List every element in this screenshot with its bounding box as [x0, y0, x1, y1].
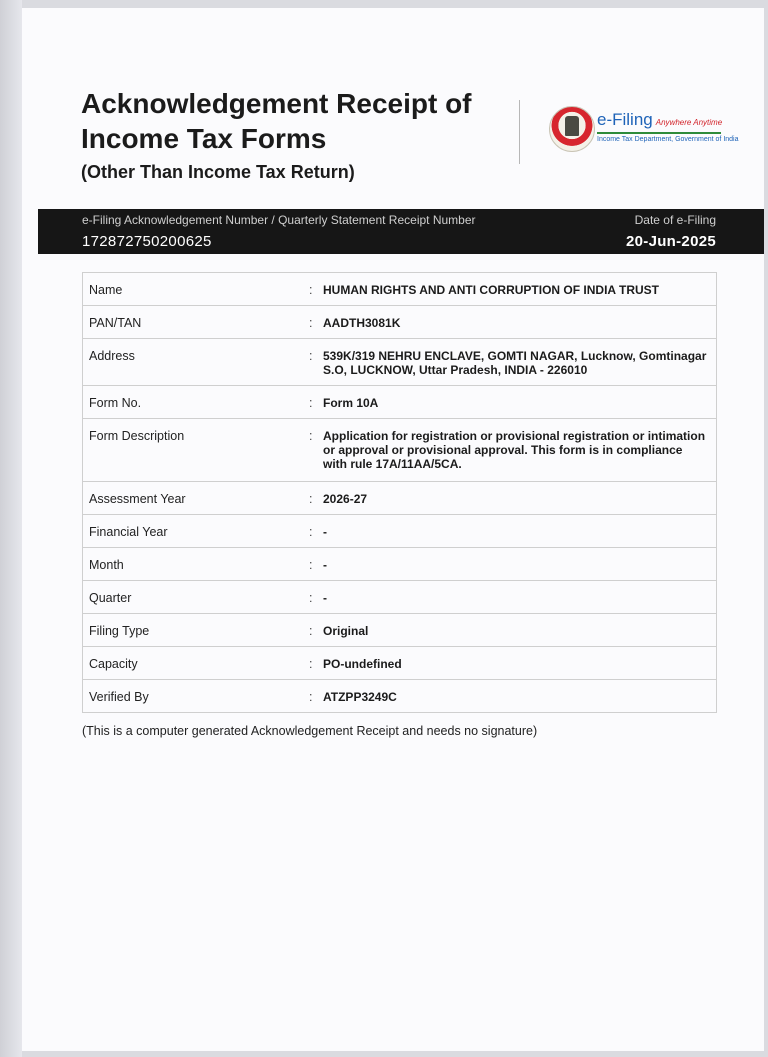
ack-number-value: 172872750200625 [82, 233, 212, 250]
logo-subtext: Income Tax Department, Government of India [597, 136, 739, 143]
detail-label: Capacity [89, 657, 138, 671]
detail-label: Form Description [89, 429, 185, 443]
detail-row-name [83, 273, 716, 306]
detail-row-capacity [83, 647, 716, 680]
detail-value: - [323, 591, 327, 605]
efiling-logo [549, 106, 739, 158]
detail-separator: : [309, 690, 313, 704]
detail-separator: : [309, 657, 313, 671]
detail-row-financial-year [83, 515, 716, 548]
logo-brand [597, 110, 722, 130]
footer-note: (This is a computer generated Acknowledgement Receipt and needs no signature) [82, 724, 538, 738]
income-tax-department-emblem-icon [549, 106, 595, 152]
detail-separator: : [309, 624, 313, 638]
detail-separator: : [309, 396, 313, 410]
detail-separator: : [309, 525, 313, 539]
detail-value: - [323, 525, 327, 539]
acknowledgement-band [38, 209, 764, 254]
detail-row-form-description [83, 419, 716, 482]
logo-rule [597, 132, 721, 134]
detail-separator: : [309, 349, 313, 363]
detail-row-assessment-year [83, 482, 716, 515]
scan-edge [0, 0, 22, 1057]
detail-label: Form No. [89, 396, 142, 410]
detail-row-form-no [83, 386, 716, 419]
detail-value: PO-undefined [323, 657, 402, 671]
emblem-center [565, 116, 579, 136]
detail-label: Verified By [89, 690, 149, 704]
detail-value: ATZPP3249C [323, 690, 397, 704]
filing-date-value: 20-Jun-2025 [625, 233, 716, 250]
detail-separator: : [309, 429, 313, 443]
detail-value: Form 10A [323, 396, 379, 410]
logo-tagline: Anywhere Anytime [655, 118, 723, 127]
detail-row-filing-type [83, 614, 716, 647]
detail-separator: : [309, 591, 313, 605]
detail-value: Original [323, 624, 369, 638]
detail-row-quarter [83, 581, 716, 614]
detail-label: Filing Type [89, 624, 150, 638]
detail-label: Month [89, 558, 124, 572]
detail-label: Quarter [89, 591, 132, 605]
detail-label: Assessment Year [89, 492, 186, 506]
logo-brand-name: e-Filing [597, 110, 653, 129]
detail-separator: : [309, 316, 313, 330]
header-divider [519, 100, 520, 164]
detail-row-verified-by [83, 680, 716, 713]
details-table [82, 272, 717, 713]
detail-separator: : [309, 492, 313, 506]
detail-label: Address [89, 349, 135, 363]
detail-value: 539K/319 NEHRU ENCLAVE, GOMTI NAGAR, Lucknow, Gomtinagar S.O, LUCKNOW, Uttar Pradesh, INDIA - 226010 [323, 349, 707, 377]
ack-number-label: e-Filing Acknowledgement Number / Quarterly Statement Receipt Number [82, 213, 476, 227]
page-title: Acknowledgement Receipt of Income Tax Forms [81, 88, 472, 154]
detail-label: PAN/TAN [89, 316, 142, 330]
detail-value: - [323, 558, 327, 572]
detail-value: 2026-27 [323, 492, 368, 506]
page-subtitle: (Other Than Income Tax Return) [81, 162, 355, 182]
detail-row-address [83, 339, 716, 386]
detail-label: Name [89, 283, 123, 297]
filing-date-label: Date of e-Filing [634, 213, 716, 227]
detail-label: Financial Year [89, 525, 168, 539]
detail-row-month [83, 548, 716, 581]
detail-separator: : [309, 558, 313, 572]
detail-value: HUMAN RIGHTS AND ANTI CORRUPTION OF INDIA TRUST [323, 283, 659, 297]
detail-row-pan [83, 306, 716, 339]
detail-separator: : [309, 283, 313, 297]
detail-value: AADTH3081K [323, 316, 401, 330]
detail-value: Application for registration or provisional registration or intimation or approval or provisional approval. This form is in compliance with rule 17A/11AA/5CA. [323, 429, 706, 471]
